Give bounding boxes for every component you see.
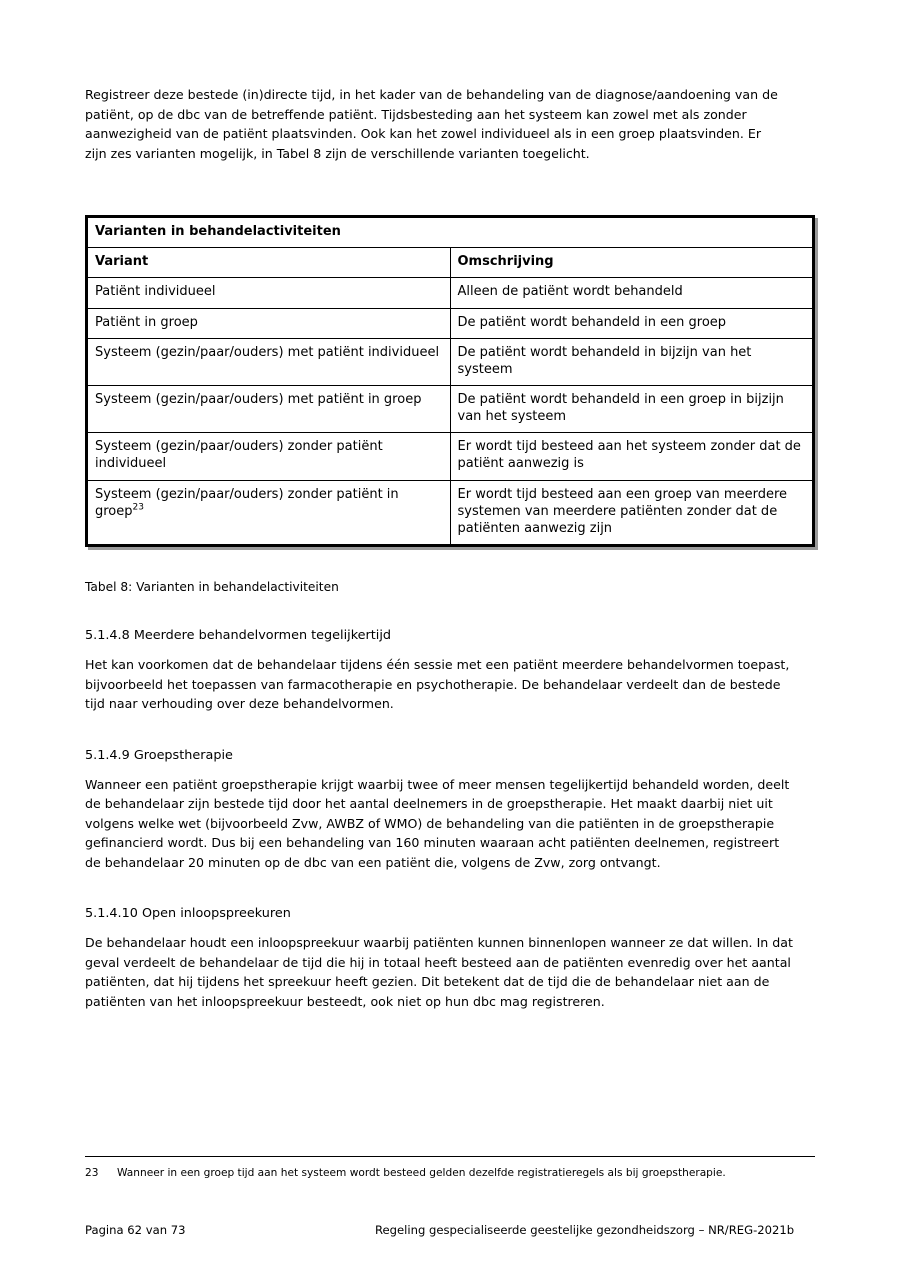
footnote-number: 23	[85, 1167, 99, 1180]
table-row	[88, 480, 813, 544]
footer-document-title: Regeling gespecialiseerde geestelijke gezondheidszorg – NR/REG-2021b	[375, 1223, 795, 1237]
table-row	[88, 308, 813, 338]
cell-omschrijving: Alleen de patiënt wordt behandeld	[450, 278, 813, 308]
cell-variant: Patiënt individueel	[88, 278, 451, 308]
table-caption: Tabel 8: Varianten in behandelactiviteiten	[85, 580, 339, 595]
cell-omschrijving: Er wordt tijd besteed aan het systeem zonder dat de patiënt aanwezig is	[450, 433, 813, 480]
section-paragraph-5-1-4-8: Het kan voorkomen dat de behandelaar tijdens één sessie met een patiënt meerdere behandelvormen toepast, bijvoorbeeld het toepassen van farmacotherapie en psychotherapie. De behandelaar verdeelt dan de bestede tijd naar verhouding over deze behandelvormen.	[85, 657, 790, 712]
cell-variant: Systeem (gezin/paar/ouders) met patiënt in groep	[88, 386, 451, 433]
table-header-variant: Variant	[88, 248, 451, 278]
section-heading-5-1-4-8: 5.1.4.8 Meerdere behandelvormen tegelijkertijd	[85, 628, 392, 644]
cell-variant	[88, 480, 451, 544]
table-row	[88, 338, 813, 385]
footnote-text: Wanneer in een groep tijd aan het systeem wordt besteed gelden dezelfde registratieregels als bij groepstherapie.	[117, 1167, 726, 1180]
section-paragraph-5-1-4-9: Wanneer een patiënt groepstherapie krijgt waarbij twee of meer mensen tegelijkertijd behandeld worden, deelt de behandelaar zijn bestede tijd door het aantal deelnemers in de groepstherapie. Het maakt daarbij niet uit volgens welke wet (bijvoorbeeld Zvw, AWBZ of WMO) de behandeling van die patiënten in de groepstherapie gefinancierd wordt. Dus bij een behandeling van 160 minuten waaraan acht patiënten deelnemen, registreert de behandelaar 20 minuten op de dbc van een patiënt die, volgens de Zvw, zorg ontvangt.	[85, 776, 790, 870]
section-paragraph-5-1-4-10: De behandelaar houdt een inloopspreekuur waarbij patiënten kunnen binnenlopen wanneer ze dat willen. In dat geval verdeelt de behandelaar de tijd die hij in totaal heeft besteed aan de patiënten evenredig over het aantal patiënten, dat hij tijdens het spreekuur heeft gezien. Dit betekent dat de tijd die de behandelaar niet aan de patiënten van het inloopspreekuur besteedt, ook niet op hun dbc mag registreren.	[85, 935, 793, 1009]
table-title-row	[88, 218, 813, 248]
cell-omschrijving: De patiënt wordt behandeld in een groep in bijzijn van het systeem	[450, 386, 813, 433]
intro-paragraph: Registreer deze bestede (in)directe tijd, in het kader van de behandeling van de diagnose/aandoening van de patiënt, op de dbc van de betreffende patiënt. Tijdsbesteding aan het systeem kan zowel met als zonder aanwezigheid van de patiënt plaatsvinden. Ook kan het zowel individueel als in een groep plaatsvinden. Er zijn zes varianten mogelijk, in Tabel 8 zijn de verschillende varianten toegelicht.	[85, 87, 778, 161]
footnote-divider	[85, 1156, 815, 1157]
table-row	[88, 278, 813, 308]
cell-variant: Patiënt in groep	[88, 308, 451, 338]
table-row	[88, 433, 813, 480]
cell-omschrijving: De patiënt wordt behandeld in bijzijn van het systeem	[450, 338, 813, 385]
cell-omschrijving: Er wordt tijd besteed aan een groep van meerdere systemen van meerdere patiënten zonder dat de patiënten aanwezig zijn	[450, 480, 813, 544]
variants-table-container	[85, 215, 815, 547]
cell-variant: Systeem (gezin/paar/ouders) zonder patiënt individueel	[88, 433, 451, 480]
table-title-cell: Varianten in behandelactiviteiten	[88, 218, 813, 248]
cell-omschrijving: De patiënt wordt behandeld in een groep	[450, 308, 813, 338]
footnote-marker: 23	[132, 502, 144, 513]
variants-table	[87, 217, 813, 545]
footnote	[85, 1166, 815, 1181]
page-footer	[85, 1223, 815, 1237]
cell-variant: Systeem (gezin/paar/ouders) met patiënt individueel	[88, 338, 451, 385]
table-header-omschrijving: Omschrijving	[450, 248, 813, 278]
cell-variant-text: Systeem (gezin/paar/ouders) zonder patiënt in groep	[95, 486, 399, 519]
footnote-area	[85, 1156, 815, 1181]
table-row	[88, 386, 813, 433]
section-heading-5-1-4-9: 5.1.4.9 Groepstherapie	[85, 747, 233, 763]
section-heading-5-1-4-10: 5.1.4.10 Open inloopspreekuren	[85, 906, 291, 922]
footer-page-number: Pagina 62 van 73	[85, 1223, 186, 1237]
table-header-row	[88, 248, 813, 278]
